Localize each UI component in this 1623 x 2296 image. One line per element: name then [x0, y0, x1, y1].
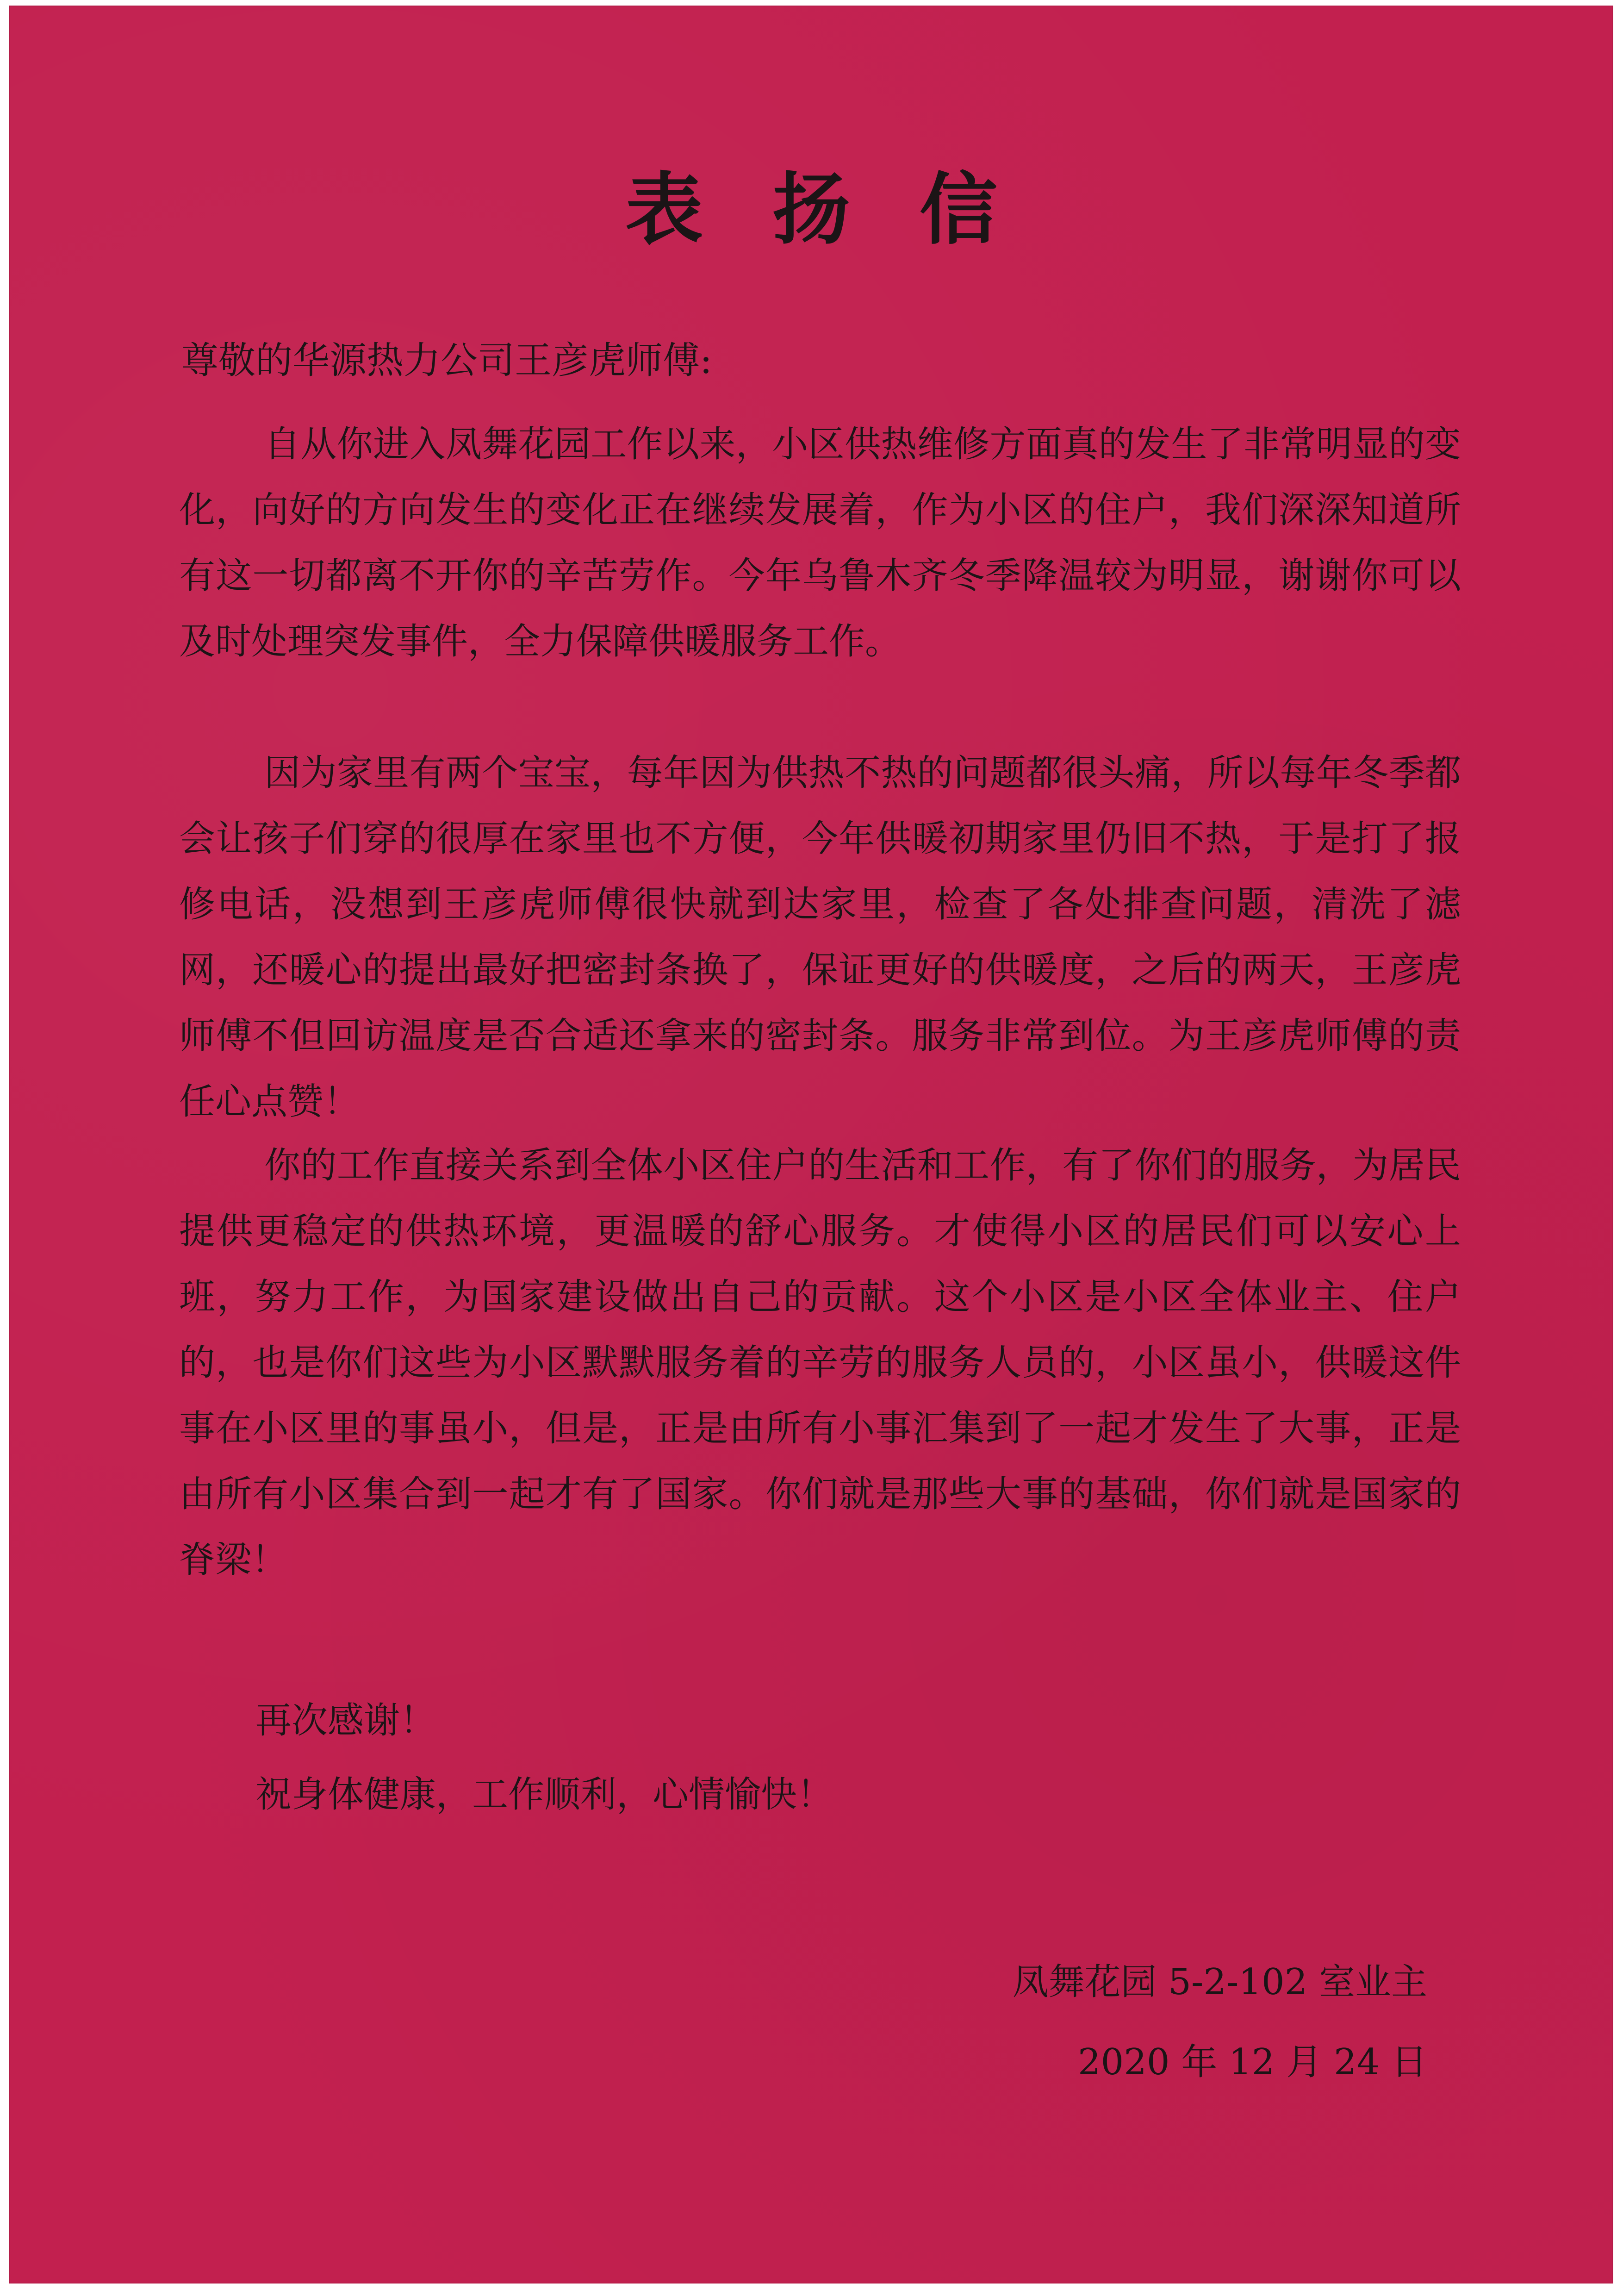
closing-thanks: 再次感谢！ — [255, 1700, 436, 1741]
letter-paragraph-2: 因为家里有两个宝宝，每年因为供热不热的问题都很头痛，所以每年冬季都会让孩子们穿的很厚在家里也不方便，今年供暖初期家里仍旧不热，于是打了报修电话，没想到王彦虎师傅很快就到达家里，检查了各处排查问题，清洗了滤网，还暖心的提出最好把密封条换了，保证更好的供暖度，之后的两天，王彦虎师傅不但回访温度是否合适还拿来的密封条。服务非常到位。为王彦虎师傅的责任心点赞！ — [179, 752, 1461, 1123]
letter-paper — [10, 6, 1612, 2283]
letter-title: 表扬信 — [625, 164, 1067, 255]
letter-paragraph-1: 自从你进入凤舞花园工作以来，小区供热维修方面真的发生了非常明显的变化，向好的方向发生的变化正在继续发展着，作为小区的住户，我们深深知道所有这一切都离不开你的辛苦劳作。今年乌鲁木齐冬季降温较为明显，谢谢你可以及时处理突发事件，全力保障供暖服务工作。 — [179, 424, 1461, 662]
closing-wishes: 祝身体健康，工作顺利，心情愉快！ — [255, 1774, 833, 1816]
letter-salutation: 尊敬的华源热力公司王彦虎师傅: — [181, 339, 712, 382]
letter-date: 2020 年 12 月 24 日 — [1078, 2041, 1427, 2083]
letter-paragraph-3: 你的工作直接关系到全体小区住户的生活和工作，有了你们的服务，为居民提供更稳定的供热环境，更温暖的舒心服务。才使得小区的居民们可以安心上班，努力工作，为国家建设做出自己的贡献。这个小区是小区全体业主、住户的，也是你们这些为小区默默服务着的辛劳的服务人员的，小区虽小，供暖这件事在小区里的事虽小，但是，正是由所有小事汇集到了一起才发生了大事，正是由所有小区集合到一起才有了国家。你们就是那些大事的基础，你们就是国家的脊梁！ — [179, 1145, 1461, 1581]
letter-signer: 凤舞花园 5-2-102 室业主 — [1012, 1961, 1427, 2003]
